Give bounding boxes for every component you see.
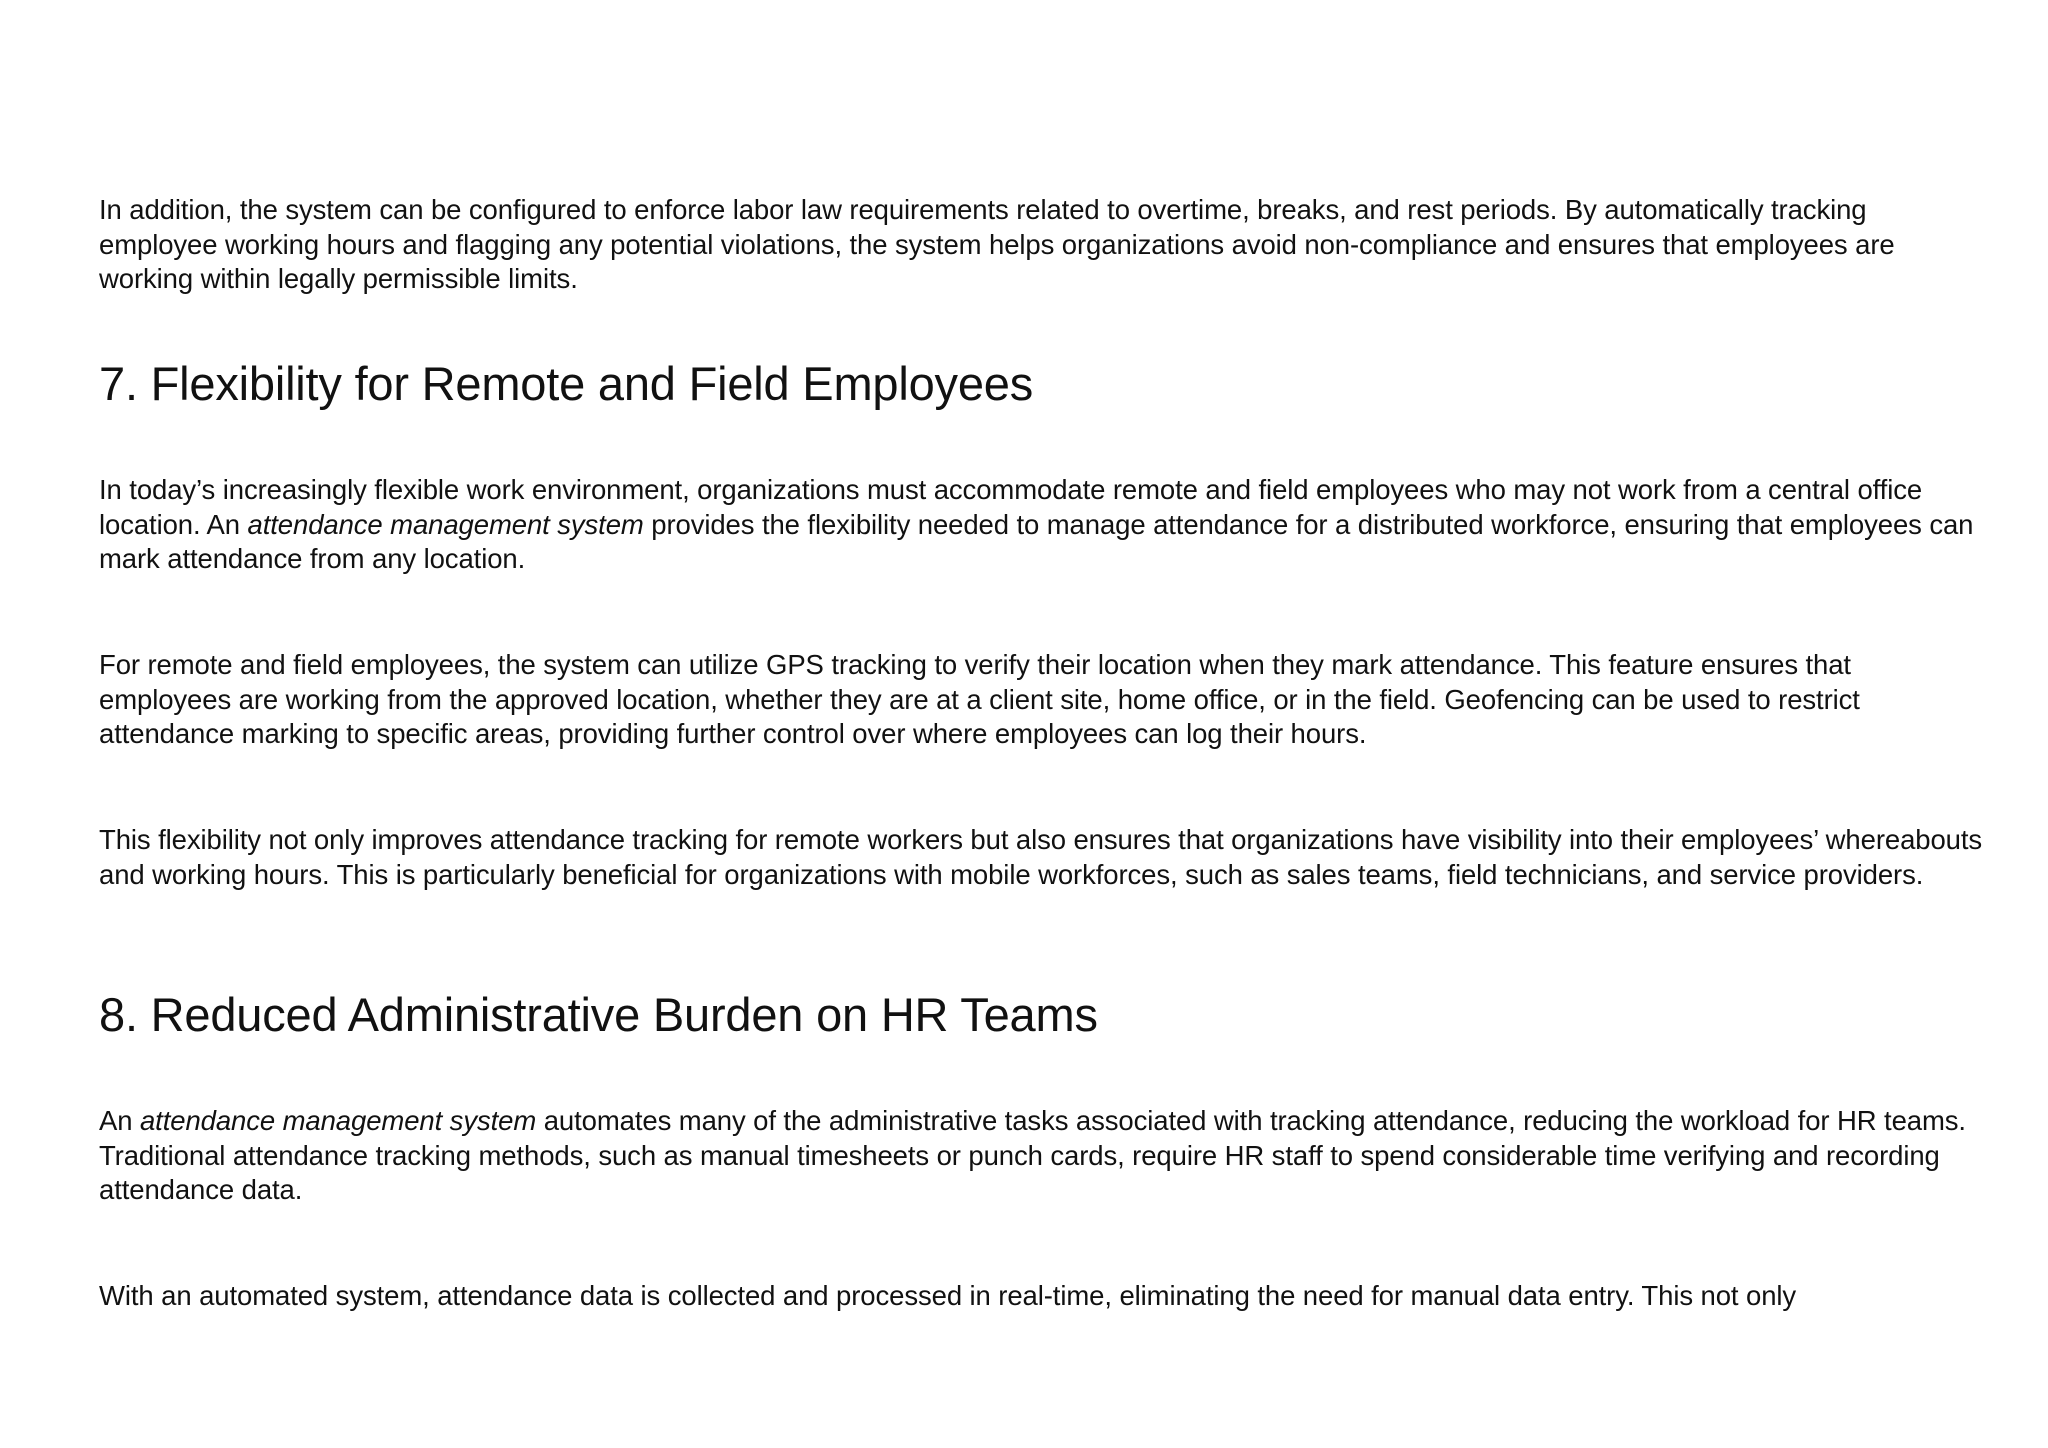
paragraph-text: In addition, the system can be configured to enforce labor law requirements related to overtime, breaks, and rest periods. By automatically tracking employee working hours and flagging any potential violations, the system helps organizations avoid non-compliance and ensures that employees are working within legally permissible limits. [99, 194, 1895, 294]
text-run: In today’s increasingly flexible work environment, organizations must accommodate remote and field employees who may not work from a central office location. An [99, 474, 1923, 540]
text-run: automates many of the administrative tasks associated with tracking attendance, reducing the workload for HR teams. Traditional attendance tracking methods, such as manual timesheets or punch cards, require HR staff to spend considerable time verifying and recording attendance data. [99, 1105, 1966, 1205]
paragraph-gps-tracking [99, 648, 1989, 752]
paragraph-text: This flexibility not only improves attendance tracking for remote workers but also ensures that organizations have visibility into their employees’ whereabouts and working hours. This is particularly beneficial for organizations with mobile workforces, such as sales teams, field technicians, and service providers. [99, 824, 1983, 890]
text-run: provides the flexibility needed to manage attendance for a distributed workforce, ensuring that employees can mark attendance from any location. [99, 508, 1974, 574]
paragraph-labor-law [99, 193, 1989, 297]
paragraph-text: With an automated system, attendance data is collected and processed in real-time, eliminating the need for manual data entry. This not only [99, 1280, 1797, 1311]
heading-text: 8. Reduced Administrative Burden on HR Teams [99, 988, 1098, 1041]
emphasis-text: attendance management system [247, 508, 644, 540]
heading-text: 7. Flexibility for Remote and Field Employees [99, 357, 1034, 410]
paragraph-text [99, 473, 1989, 577]
paragraph-hr-intro [99, 1104, 1989, 1208]
section-heading-7 [99, 356, 1989, 412]
emphasis-text: attendance management system [139, 1105, 537, 1136]
paragraph-text: For remote and field employees, the system can utilize GPS tracking to verify their location when they mark attendance. This feature ensures that employees are working from the approved location, whether they are at a client site, home office, or in the field. Geofencing can be used to restrict attendance marking to specific areas, providing further control over where employees can log their hours. [99, 649, 1860, 749]
paragraph-remote-intro [99, 473, 1989, 577]
paragraph-visibility [99, 823, 1989, 892]
section-heading-8 [99, 987, 1989, 1043]
paragraph-text [99, 1104, 1989, 1208]
paragraph-automated-system [99, 1279, 1989, 1314]
text-run: An [99, 1105, 140, 1136]
